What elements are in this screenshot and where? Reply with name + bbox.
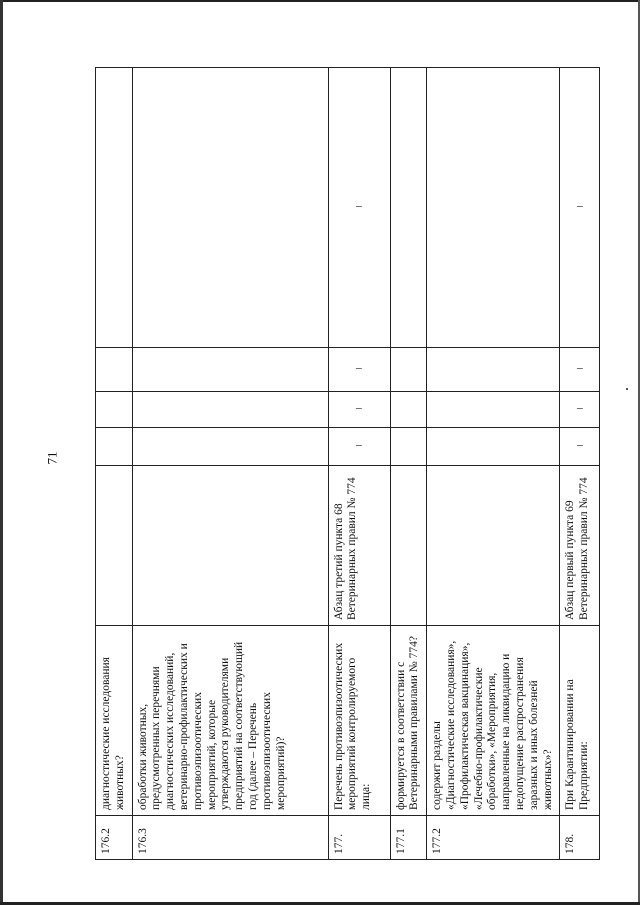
answer-cell (390, 348, 427, 392)
rotated-page-content (95, 68, 591, 860)
answer-mark: – (356, 362, 362, 375)
table-body (96, 68, 600, 860)
answer-cell (427, 68, 560, 348)
answer-cell (328, 348, 390, 392)
legal-reference: Абзац третий пункта 68 Ветеринарных правил № 774 (328, 466, 390, 626)
legal-reference (132, 466, 328, 626)
question-text: обработки животных, предусмотренных перечнями диагностических исследований, ветеринарно-профилактических и противоэпизоотических мероприятий, которые утверждаются руководителями предприятий на соответствующий год (далее – Перечень противоэпизоотических мероприятий)? (132, 626, 328, 816)
item-number: 177.1 (390, 816, 427, 860)
page-number: 71 (44, 451, 60, 465)
answer-mark: – (356, 200, 362, 213)
table-row (390, 68, 427, 860)
legal-reference (427, 466, 560, 626)
legal-reference (96, 466, 133, 626)
question-text: диагностические исследования животных? (96, 626, 133, 816)
item-number: 178. (560, 816, 600, 860)
scan-edge-left (0, 0, 3, 905)
question-text: содержит разделы «Диагностические исследования», «Профилактическая вакцинация», «Лечебно-профилактические обработки», «Мероприятия, направленные на ликвидацию и недопущение распространения заразных и иных болезней животных»? (427, 626, 560, 816)
answer-cell (328, 428, 390, 466)
scan-edge-top (0, 0, 640, 2)
answer-cell (560, 348, 600, 392)
answer-cell (427, 428, 560, 466)
answer-cell (427, 348, 560, 392)
table-row (328, 68, 390, 860)
answer-cell (427, 392, 560, 428)
answer-cell (328, 392, 390, 428)
table-row (96, 68, 133, 860)
answer-mark: – (576, 402, 583, 415)
item-number: 177.2 (427, 816, 560, 860)
answer-cell (560, 392, 600, 428)
answer-mark: – (576, 362, 583, 375)
checklist-table-wrapper (95, 68, 591, 860)
answer-cell (560, 68, 600, 348)
table-row (560, 68, 600, 860)
legal-reference (390, 466, 427, 626)
answer-cell (96, 68, 133, 348)
question-text: Перечень противоэпизоотических мероприятий контролируемого лица: (328, 626, 390, 816)
answer-cell (132, 68, 328, 348)
item-number: 177. (328, 816, 390, 860)
answer-cell (132, 428, 328, 466)
table-row (132, 68, 328, 860)
answer-mark: – (356, 439, 362, 452)
answer-cell (390, 68, 427, 348)
answer-mark: – (356, 402, 362, 415)
answer-cell (132, 392, 328, 428)
answer-cell (96, 428, 133, 466)
answer-cell (390, 428, 427, 466)
item-number: 176.3 (132, 816, 328, 860)
answer-cell (132, 348, 328, 392)
question-text: формируется в соответствии с Ветеринарными правилами № 774? (390, 626, 427, 816)
answer-mark: – (576, 439, 583, 452)
checklist-table (95, 67, 600, 860)
question-text: При Карантинировании на Предприятии: (560, 626, 600, 816)
answer-cell (96, 392, 133, 428)
answer-cell (390, 392, 427, 428)
answer-cell (328, 68, 390, 348)
table-row (427, 68, 560, 860)
answer-cell (560, 428, 600, 466)
item-number: 176.2 (96, 816, 133, 860)
legal-reference: Абзац первый пункта 69 Ветеринарных правил № 774 (560, 466, 600, 626)
scan-speck (626, 388, 628, 390)
answer-cell (96, 348, 133, 392)
answer-mark: – (576, 200, 583, 213)
